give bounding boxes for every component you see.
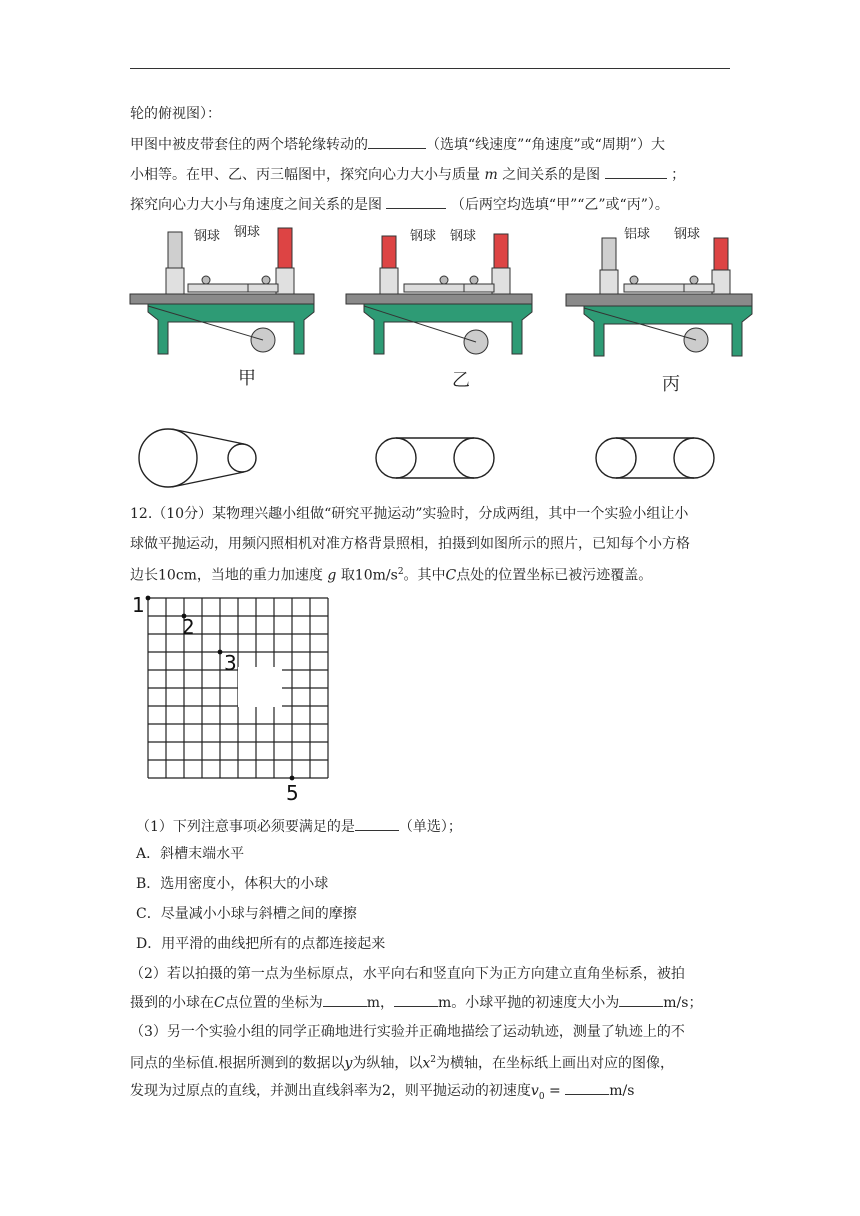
ball-label-right: 钢球 [674, 227, 701, 242]
answer-blank[interactable] [394, 992, 438, 1007]
answer-blank[interactable] [565, 1080, 609, 1095]
option-c: C．尽量减小小球与斜槽之间的摩擦 [136, 906, 357, 922]
ball-label-left: 铝球 [624, 227, 651, 242]
sub3-line-2: 同点的坐标值.根据所测到的数据以y为纵轴，以$x^2$为横轴，在坐标纸上画出对应的图像， [130, 1055, 675, 1072]
point-5 [290, 776, 295, 781]
q12-line-1: 12.（10分）某物理兴趣小组做“研究平抛运动”实验时，分成两组，其中一个实验小组让小 [130, 506, 689, 522]
point-label-1: 1 [132, 593, 145, 617]
sub3-line-3: 发现为过原点的直线，并测出直线斜率为2，则平抛运动的初速度$v_0 = m/s$ [130, 1080, 634, 1107]
answer-blank[interactable] [386, 194, 446, 209]
sub2-line-2: 摄到的小球在C点位置的坐标为 m， m。小球平抛的初速度大小为 m/s； [130, 992, 702, 1013]
answer-blank[interactable] [355, 816, 399, 831]
figure-label-yi: 乙 [452, 370, 470, 391]
point-label-2: 2 [182, 615, 195, 639]
option-a: A．斜槽末端水平 [136, 846, 245, 862]
answer-blank[interactable] [368, 134, 426, 149]
point-1 [146, 596, 151, 601]
sub2-line-1: （2）若以拍摄的第一点为坐标原点，水平向右和竖直向下为正方向建立直角坐标系，被拍 [130, 966, 685, 982]
flash-photo-grid [128, 590, 338, 806]
ball-label-left: 钢球 [410, 229, 437, 244]
apparatus-figure-yi [344, 222, 536, 364]
ball-label-left: 钢球 [194, 229, 221, 244]
ball-label-right: 钢球 [450, 229, 477, 244]
pulley-top-view-jia [132, 426, 262, 492]
apparatus-figure-jia [128, 222, 318, 364]
q11-line-3: 小相等。在甲、乙、丙三幅图中，探究向心力大小与质量 m 之间关系的是图 ； [130, 164, 685, 185]
q11-line-2: 甲图中被皮带套住的两个塔轮缘转动的 （选填“线速度”“角速度”或“周期”）大 [130, 134, 665, 155]
figure-label-bing: 丙 [662, 374, 680, 395]
answer-blank[interactable] [323, 992, 367, 1007]
point-label-3: 3 [224, 651, 237, 675]
q11-line-4: 探究向心力大小与角速度之间关系的是图 （后两空均选填“甲”“乙”或“丙”）。 [130, 194, 669, 215]
figure-label-jia: 甲 [238, 368, 256, 389]
ball-label-right: 钢球 [234, 225, 261, 240]
pulley-top-view-bing [592, 434, 720, 484]
pulley-top-view-yi [372, 434, 500, 484]
sub1-stem: （1）下列注意事项必须要满足的是 （单选）； [136, 816, 462, 837]
option-b: B．选用密度小，体积大的小球 [136, 876, 329, 892]
header-rule [130, 68, 730, 69]
sub3-line-1: （3）另一个实验小组的同学正确地进行实验并正确地描绘了运动轨迹，测量了轨迹上的不 [130, 1024, 685, 1040]
point-3 [218, 650, 223, 655]
answer-blank[interactable] [619, 992, 663, 1007]
smudge-area [238, 667, 282, 707]
q12-line-3: 边长10cm，当地的重力加速度 g 取$10m/s^2$。其中C点处的位置坐标已被污迹覆盖。 [130, 567, 653, 584]
q11-line-1: 轮的俯视图）： [130, 106, 221, 122]
point-label-5: 5 [286, 781, 299, 805]
apparatus-figure-bing [564, 224, 756, 366]
answer-blank[interactable] [605, 164, 667, 179]
option-d: D．用平滑的曲线把所有的点都连接起来 [136, 936, 386, 952]
q12-line-2: 球做平抛运动，用频闪照相机对准方格背景照相，拍摄到如图所示的照片，已知每个小方格 [130, 536, 690, 552]
